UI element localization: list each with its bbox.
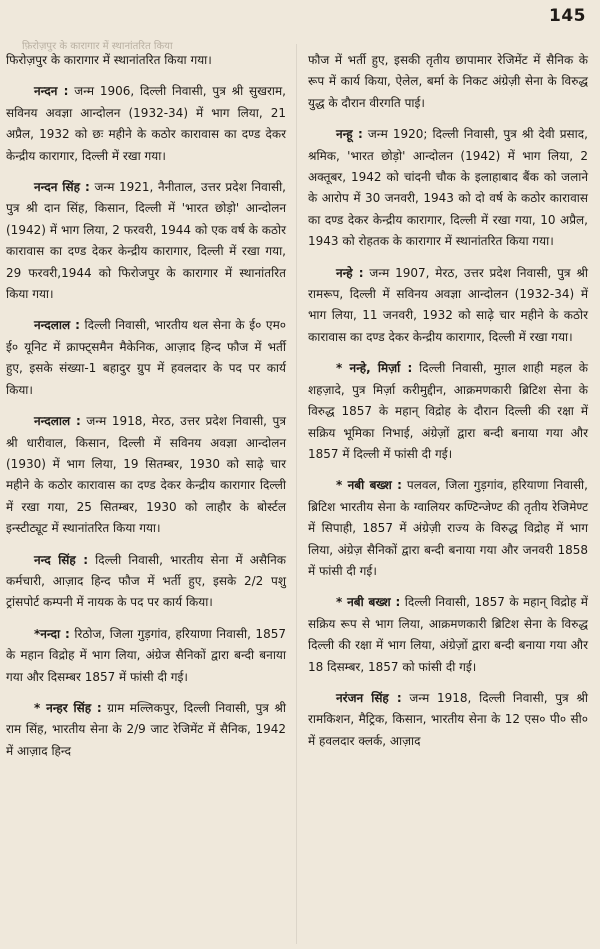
entry-text: दिल्ली निवासी, 1857 के महान् विद्रोह में सक्रिय रूप से भाग लिया, आक्रमणकारी ब्रिटिश सेना के विरुद्ध दिल्ली की रक्षा में भाग लिया, अंग्रेज़ों द्वारा बन्दी बनाया गया और 18 दिसम्बर, 1857 को फांसी दी गई। (308, 595, 588, 674)
biography-entry (308, 263, 588, 349)
biography-entry (308, 358, 588, 465)
right-column (308, 50, 588, 762)
biography-entry (6, 81, 286, 167)
entry-name: * नबी बख्श : (336, 595, 401, 610)
biography-entry (308, 688, 588, 752)
biography-entry (6, 315, 286, 401)
entry-text: दिल्ली निवासी, भारतीय सेना में असैनिक कर्मचारी, आज़ाद हिन्द फौज में भर्ती हुए, इसके 2/2 पशु ट्रांसपोर्ट कम्पनी में नायक के पद पर कार्य किया। (6, 552, 286, 610)
entry-name: * नबी बख्श : (336, 478, 402, 493)
biography-entry (308, 475, 588, 582)
entry-name: नन्दलाल : (34, 318, 80, 333)
biography-entry (308, 592, 588, 678)
entry-text: जन्म 1920; दिल्ली निवासी, पुत्र श्री देवी प्रसाद, श्रमिक, 'भारत छोड़ो' आन्दोलन (1942) में भाग लिया, 2 अक्तूबर, 1942 को चांदनी चौक के इलाहाबाद बैंक को जलाने के आरोप में 30 जनवरी, 1943 को दो वर्ष के कठोर कारावास का दण्ड देकर केन्द्रीय कारागार, दिल्ली में रखा गया, 10 अप्रैल, 1943 को रोहतक के कारागार में स्थानांतरित किया गया। (308, 127, 588, 249)
entry-text: जन्म 1918, मेरठ, उत्तर प्रदेश निवासी, पुत्र श्री धारीवाल, किसान, दिल्ली में सविनय अवज्ञा आन्दोलन (1930) में भाग लिया, 19 सितम्बर, 1930 को साढ़े चार महीने के कठोर कारावास का दण्ड देकर केन्द्रीय कारागार दिल्ली में रखा गया, 25 सितम्बर, 1930 को लाहौर के बोर्स्टल इन्स्टीट्यूट में स्थानांतरित किया गया। (6, 414, 286, 536)
entry-text: जन्म 1918, दिल्ली निवासी, पुत्र श्री रामकिशन, मैट्रिक, किसान, भारतीय सेना के 12 एस० पी० सी० में हवलदार क्लर्क, आज़ाद (308, 690, 588, 748)
entry-text: जन्म 1907, मेरठ, उत्तर प्रदेश निवासी, पुत्र श्री रामरूप, दिल्ली में सविनय अवज्ञा आन्दोलन (1932-34) में भाग लिया, 11 जनवरी, 1932 को साढ़े चार महीने के कठोर कारावास का दण्ड देकर केन्द्रीय कारागार, दिल्ली में रखा गया। (308, 265, 588, 344)
biography-entry (6, 698, 286, 762)
column-gutter (296, 44, 297, 944)
entry-name: नरंजन सिंह : (336, 690, 402, 705)
entry-text: रिठोज, जिला गुड़गांव, हरियाणा निवासी, 1857 के महान विद्रोह में भाग लिया, अंग्रेज सैनिकों द्वारा बन्दी बनाया गया और दिसम्बर 1857 में फांसी दी गई। (6, 626, 286, 684)
entry-name: नन्द सिंह : (34, 552, 89, 567)
biography-entry (6, 624, 286, 688)
entry-text: फौज में भर्ती हुए, इसकी तृतीय छापामार रेजिमेंट में सैनिक के रूप में कार्य किया, ऐलेल, बर्मा के निकट अंग्रेज़ी सेना के विरुद्ध युद्ध के दौरान वीरगति पाई। (308, 53, 588, 110)
left-column (6, 50, 286, 772)
entry-name: नन्हे : (336, 265, 364, 280)
entry-name: * नन्हर सिंह : (34, 700, 102, 715)
biography-entry (6, 177, 286, 305)
entry-name: *नन्दा : (34, 626, 70, 641)
entry-text: दिल्ली निवासी, मुग़ल शाही महल के शहज़ादे, पुत्र मिर्ज़ा करीमुद्दीन, आक्रमणकारी ब्रिटिश सेना के विरुद्ध 1857 के महान् विद्रोह के दौरान दिल्ली की रक्षा में सक्रिय भूमिका निभाई, अंग्रेज़ों द्वारा बन्दी बनाया गया और 1857 में दिल्ली में फांसी दी गई। (308, 361, 588, 461)
biography-entry (6, 550, 286, 614)
entry-name: * नन्हे, मिर्ज़ा : (336, 361, 413, 376)
bleed-through-text: फ़िरोज़पुर के कारागार में स्थानांतरित किया (22, 41, 173, 52)
entry-text: दिल्ली निवासी, भारतीय थल सेना के ई० एम० ई० यूनिट में क्राफ्ट्समैन मैकेनिक, आज़ाद हिन्द फौज में भर्ती हुए, इसके संख्या-1 बहादुर ग्रुप में हवलदार के पद पर कार्य किया। (6, 318, 286, 397)
entry-text: जन्म 1906, दिल्ली निवासी, पुत्र श्री सुखराम, सविनय अवज्ञा आन्दोलन (1932-34) में भाग लिया, 21 अप्रैल, 1932 को छः महीने के कठोर कारावास का दण्ड देकर केन्द्रीय कारागार, दिल्ली में रखा गया। (6, 84, 286, 163)
entry-text: ग्राम मल्लिकपुर, दिल्ली निवासी, पुत्र श्री राम सिंह, भारतीय सेना के 2/9 जाट रेजिमेंट में सैनिक, 1942 में आज़ाद हिन्द (6, 700, 286, 758)
entry-text: फिरोज़पुर के कारागार में स्थानांतरित किया गया। (6, 53, 212, 67)
entry-continuation (6, 50, 286, 71)
biography-entry (6, 411, 286, 539)
page-number: 145 (549, 6, 586, 26)
entry-text: पलवल, जिला गुड़गांव, हरियाणा निवासी, ब्रिटिश भारतीय सेना के ग्वालियर कण्टिन्जेण्ट की तृतीय रेजिमेण्ट में सिपाही, 1857 में अंग्रेज़ी राज्य के विरुद्ध विद्रोह में भाग लिया, अंग्रेज़ सैनिकों द्वारा बन्दी बनाया गया और जनवरी 1858 में फांसी दी गई। (308, 478, 588, 578)
entry-continuation (308, 50, 588, 114)
entry-name: नन्दन सिंह : (34, 180, 90, 195)
entry-name: नन्हू : (336, 127, 363, 142)
entry-name: नन्दन : (34, 84, 69, 99)
entry-name: नन्दलाल : (34, 414, 81, 429)
entry-text: जन्म 1921, नैनीताल, उत्तर प्रदेश निवासी, पुत्र श्री दान सिंह, किसान, दिल्ली में 'भारत छोड़ो' आन्दोलन (1942) में भाग लिया, 2 फरवरी, 1944 को एक वर्ष के कठोर कारावास का दण्ड देकर केन्द्रीय कारागार, दिल्ली में रखा गया, 29 फरवरी,1944 को फिरोजपुर के कारागार में स्थानांतरित किया गया। (6, 180, 286, 302)
biography-entry (308, 124, 588, 252)
